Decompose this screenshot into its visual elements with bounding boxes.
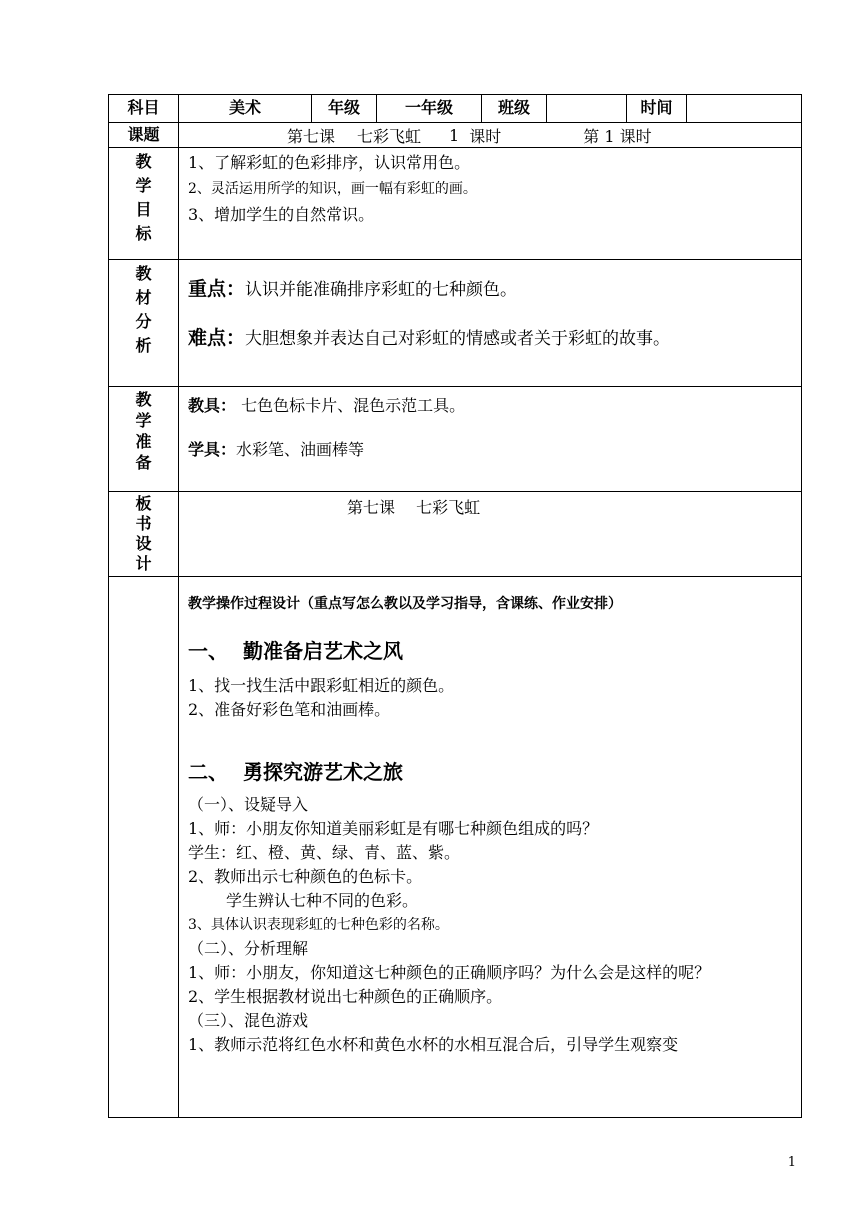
goals-label-cell	[109, 148, 179, 260]
process-subheading: （二）、分析理解	[188, 939, 309, 958]
subject-label: 科目	[109, 95, 179, 123]
board-label: 板书设计	[135, 494, 152, 573]
key-point-label: 重点：	[188, 278, 246, 300]
preparation-label: 教学准备	[135, 390, 152, 472]
lesson-plan-table	[108, 94, 802, 1118]
board-row	[109, 492, 802, 577]
section-title	[188, 635, 792, 664]
difficult-point-text: 大胆想象并表达自己对彩虹的情感或者关于彩虹的故事。	[245, 329, 671, 349]
difficult-point-label: 难点：	[188, 327, 246, 349]
time-value	[687, 95, 802, 123]
analysis-label-cell	[109, 260, 179, 387]
board-cell	[179, 492, 802, 577]
process-line: 1、教师示范将红色水杯和黄色水杯的水相互混合后，引导学生观察变	[188, 1035, 679, 1054]
key-point	[188, 274, 792, 301]
process-line: 2、准备好彩色笔和油画棒。	[188, 700, 391, 719]
teacher-tools	[188, 393, 792, 416]
process-line: 2、教师出示七种颜色的色标卡。	[188, 867, 423, 886]
goal-item: 1、了解彩虹的色彩排序，认识常用色。	[188, 153, 471, 172]
lesson-title-label: 课题	[109, 123, 179, 148]
process-line: 1、找一找生活中跟彩虹相近的颜色。	[188, 676, 455, 695]
subject-value: 美术	[179, 95, 312, 123]
current-period: 第 1 课时	[583, 126, 652, 146]
process-line: 学生辨认七种不同的色彩。	[226, 891, 419, 910]
preparation-label-cell	[109, 387, 179, 492]
lesson-name: 七彩飞虹	[357, 126, 422, 146]
board-label-cell	[109, 492, 179, 577]
key-point-text: 认识并能准确排序彩虹的七种颜色。	[245, 280, 518, 300]
section-name: 勤准备启艺术之风	[243, 639, 403, 663]
difficult-point	[188, 323, 792, 350]
preparation-cell	[179, 387, 802, 492]
goal-item: 2、灵活运用所学的知识，画一幅有彩虹的画。	[188, 181, 477, 197]
analysis-row	[109, 260, 802, 387]
goals-label: 教学目标	[135, 152, 152, 243]
process-line: 1、师：小朋友你知道美丽彩虹是有哪七种颜色组成的吗？	[188, 819, 599, 838]
section-number: 一、	[188, 639, 228, 663]
teacher-tools-label: 教具：	[188, 396, 237, 415]
process-cell	[179, 577, 802, 1118]
class-value	[547, 95, 627, 123]
process-line: 2、学生根据教材说出七种颜色的正确顺序。	[188, 987, 503, 1006]
process-line: 3、具体认识表现彩虹的七种色彩的名称。	[188, 917, 449, 933]
grade-label: 年级	[312, 95, 377, 123]
section-name: 勇探究游艺术之旅	[243, 760, 403, 784]
analysis-cell	[179, 260, 802, 387]
section-title	[188, 756, 792, 785]
process-heading: 教学操作过程设计（重点写怎么教以及学习指导，含课练、作业安排）	[188, 596, 622, 612]
lesson-title-cell	[179, 123, 802, 148]
student-tools-label: 学具：	[188, 440, 237, 459]
section-number: 二、	[188, 760, 228, 784]
process-subheading: （一）、设疑导入	[188, 795, 309, 814]
goals-row	[109, 148, 802, 260]
process-line: 1、师：小朋友，你知道这七种颜色的正确顺序吗？为什么会是这样的呢？	[188, 963, 711, 982]
lesson-hours-unit: 课时	[469, 126, 502, 146]
goals-cell	[179, 148, 802, 260]
lesson-number: 第七课	[287, 126, 336, 146]
board-text: 第七课 七彩飞虹	[347, 498, 481, 517]
time-label: 时间	[627, 95, 687, 123]
header-row	[109, 95, 802, 123]
process-row	[109, 577, 802, 1118]
process-subheading: （三）、混色游戏	[188, 1011, 309, 1030]
student-tools-text: 水彩笔、油画棒等	[236, 440, 365, 459]
preparation-row	[109, 387, 802, 492]
goal-item: 3、增加学生的自然常识。	[188, 205, 375, 224]
lesson-title-row	[109, 123, 802, 148]
teacher-tools-text: 七色色标卡片、混色示范工具。	[236, 396, 466, 415]
lesson-hours: 1	[449, 125, 460, 145]
student-tools	[188, 437, 792, 460]
class-label: 班级	[482, 95, 547, 123]
process-line: 学生：红、橙、黄、绿、青、蓝、紫。	[188, 843, 461, 862]
grade-value: 一年级	[377, 95, 482, 123]
process-label-cell	[109, 577, 179, 1118]
page-number: 1	[787, 1155, 796, 1170]
analysis-label: 教材分析	[135, 264, 152, 355]
